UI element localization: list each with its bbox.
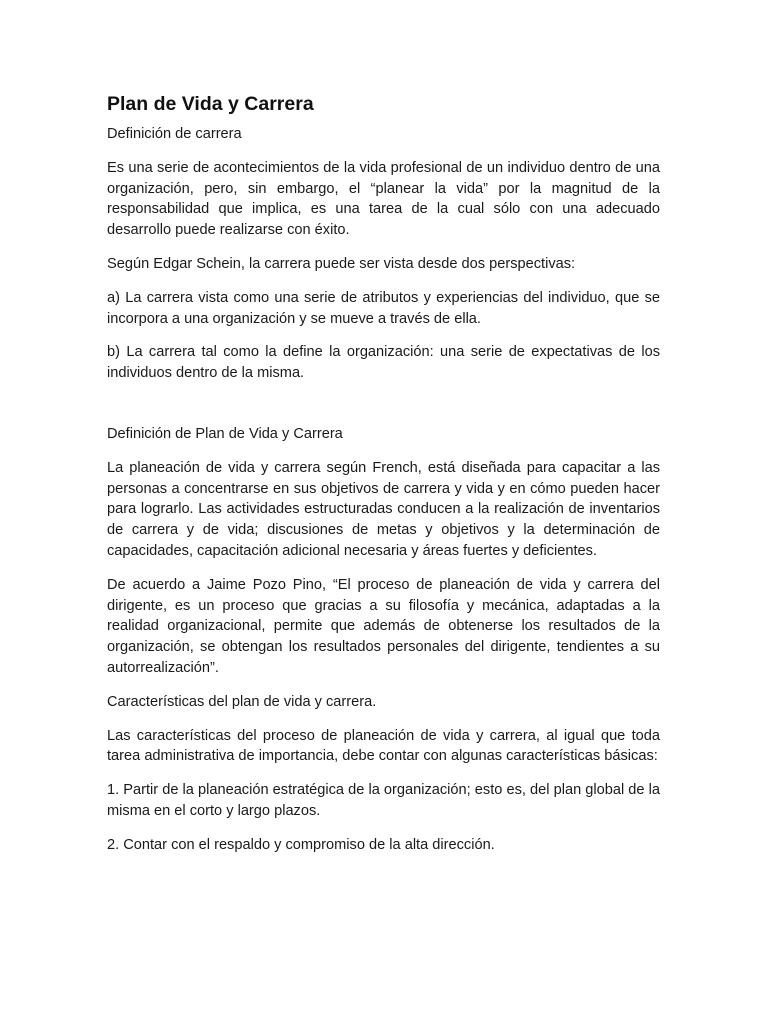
paragraph-pozo-pino: De acuerdo a Jaime Pozo Pino, “El proceso de planeación de vida y carrera del dirigente, es un proceso que gracias a su filosofía y mecánica, adaptadas a la realidad organizacional, permite que además de obtenerse los resultados de la organización, se obtengan los resultados personales del dirigente, tendientes a su autorrealización”.	[107, 576, 660, 676]
list-item-1: 1. Partir de la planeación estratégica de la organización; esto es, del plan global de la misma en el corto y largo plazos.	[107, 782, 660, 819]
paragraph-french: La planeación de vida y carrera según French, está diseñada para capacitar a las personas a concentrarse en sus objetivos de carrera y vida y en cómo pueden hacer para lograrlo. Las actividades estructuradas conducen a la realización de inventarios de carrera y de vida; discusiones de metas y objetivos y la determinación de capacidades, capacitación adicional necesaria y áreas fuertes y deficientes.	[107, 459, 660, 559]
paragraph-definicion-carrera: Es una serie de acontecimientos de la vida profesional de un individuo dentro de una organización, pero, sin embargo, el “planear la vida” por la magnitud de la responsabilidad que implica, es una tarea de la cual sólo con una adecuado desarrollo puede realizarse con éxito.	[107, 159, 660, 239]
document-page	[107, 92, 660, 869]
section-heading-definicion-plan: Definición de Plan de Vida y Carrera	[107, 425, 343, 442]
paragraph-schein-intro: Según Edgar Schein, la carrera puede ser vista desde dos perspectivas:	[107, 255, 576, 272]
paragraph-perspectiva-b: b) La carrera tal como la define la organización: una serie de expectativas de los individuos dentro de la misma.	[107, 344, 660, 382]
paragraph-perspectiva-a: a) La carrera vista como una serie de atributos y experiencias del individuo, que se incorpora a una organización y se mueve a través de ella.	[107, 289, 660, 327]
section-heading-caracteristicas: Características del plan de vida y carrera.	[107, 693, 377, 710]
document-title: Plan de Vida y Carrera	[107, 93, 314, 115]
paragraph-caracteristicas-intro: Las características del proceso de planeación de vida y carrera, al igual que toda tarea administrativa de importancia, debe contar con algunas características básicas:	[107, 727, 660, 765]
section-heading-definicion-carrera: Definición de carrera	[107, 126, 242, 142]
list-item-2: 2. Contar con el respaldo y compromiso de la alta dirección.	[107, 836, 495, 853]
